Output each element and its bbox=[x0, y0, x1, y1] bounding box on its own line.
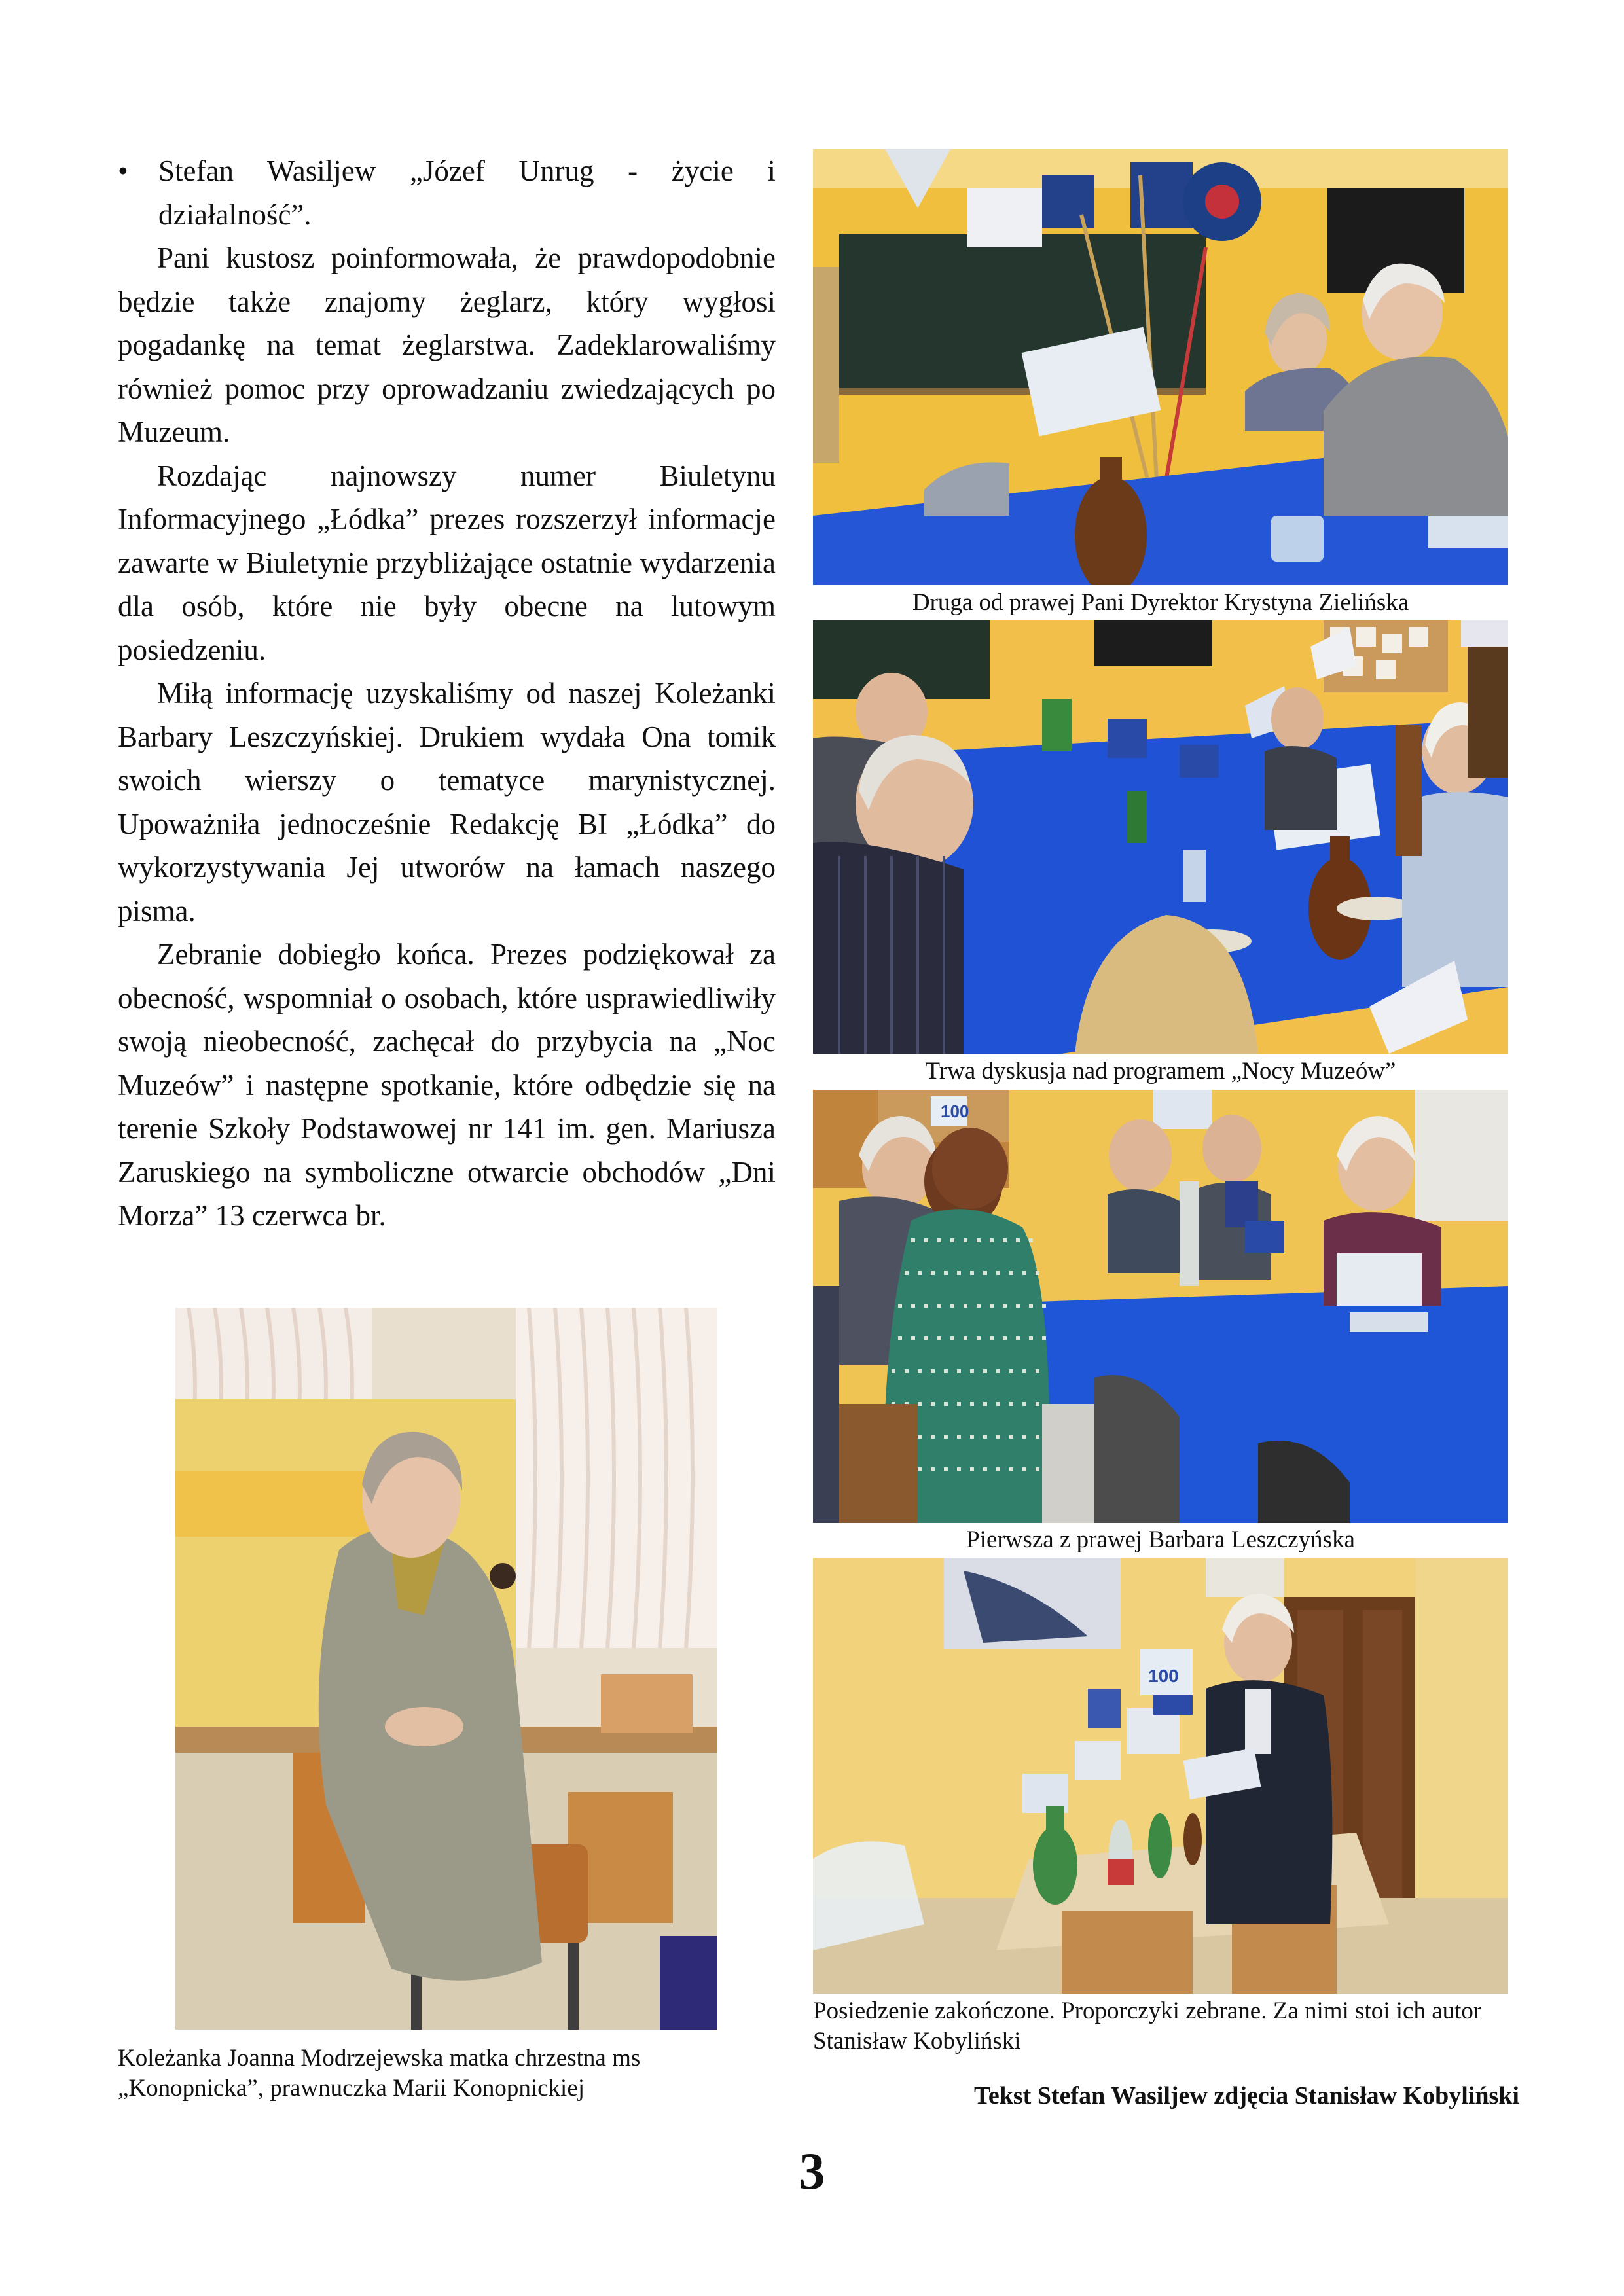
bullet-item bbox=[118, 149, 776, 236]
caption-photo-1: Druga od prawej Pani Dyrektor Krystyna Zielińska bbox=[912, 589, 1409, 616]
bullet-text: Stefan Wasiljew „Józef Unrug - życie i działalność”. bbox=[158, 154, 776, 231]
paragraph-4: Zebranie dobiegło końca. Prezes podziękował za obecność, wspomniał o osobach, które usprawiedliwiły swoją nieobecność, zachęcał do przybycia na „Noc Muzeów” i następne spotkanie, które odbędzie się na terenie Szkoły Podstawowej nr 141 im. gen. Mariusza Zaruskiego na symboliczne otwarcie obchodów „Dni Morza” 13 czerwca br. bbox=[118, 938, 776, 1232]
bullet-marker: • bbox=[118, 154, 128, 187]
photo-portrait-joanna bbox=[175, 1308, 717, 2030]
caption-photo-5: Koleżanka Joanna Modrzejewska matka chrzestna ms „Konopnicka”, prawnuczka Marii Konopnickiej bbox=[118, 2045, 641, 2102]
page-number: 3 bbox=[799, 2143, 825, 2200]
photo-meeting-1-image bbox=[813, 149, 1508, 585]
caption-photo-3: Pierwsza z prawej Barbara Leszczyńska bbox=[966, 1526, 1355, 1553]
photo-portrait-image bbox=[175, 1308, 717, 2030]
badge-100-photo4: 100 bbox=[1148, 1666, 1179, 1686]
paragraph-2: Rozdając najnowszy numer Biuletynu Informacyjnego „Łódka” prezes rozszerzył informacje zawarte w Biuletynie przybliżające ostatnie wydarzenia dla osób, które nie były obecne na lutowym posiedzeniu. bbox=[118, 459, 776, 666]
photo-meeting-4 bbox=[813, 1558, 1508, 1994]
caption-photo-4: Posiedzenie zakończone. Proporczyki zebrane. Za nimi stoi ich autor Stanisław Kobyliński bbox=[813, 1998, 1482, 2054]
paragraph-3: Miłą informację uzyskaliśmy od naszej Koleżanki Barbary Leszczyńskiej. Drukiem wydała Ona tomik swoich wierszy o tematyce marynistycznej. Upoważniła jednocześnie Redakcję BI „Łódka” do wykorzystywania Jej utworów na łamach naszego pisma. bbox=[118, 677, 776, 927]
caption-photo-2: Trwa dyskusja nad programem „Nocy Muzeów” bbox=[925, 1058, 1396, 1085]
photo-meeting-3 bbox=[813, 1090, 1508, 1523]
photo-meeting-3-image bbox=[813, 1090, 1508, 1523]
photo-text-credit: Tekst Stefan Wasiljew zdjęcia Stanisław Kobyliński bbox=[974, 2082, 1519, 2109]
paragraph-1: Pani kustosz poinformowała, że prawdopodobnie będzie także znajomy żeglarz, który wygłosi pogadankę na temat żeglarstwa. Zadeklarowaliśmy również pomoc przy oprowadzaniu zwiedzających po Muzeum. bbox=[118, 242, 776, 448]
photo-meeting-2-image bbox=[813, 620, 1508, 1054]
photo-meeting-4-image bbox=[813, 1558, 1508, 1994]
photo-meeting-2 bbox=[813, 620, 1508, 1054]
badge-100-photo3: 100 bbox=[941, 1102, 969, 1121]
photo-meeting-1 bbox=[813, 149, 1508, 585]
article-text bbox=[118, 149, 776, 1238]
